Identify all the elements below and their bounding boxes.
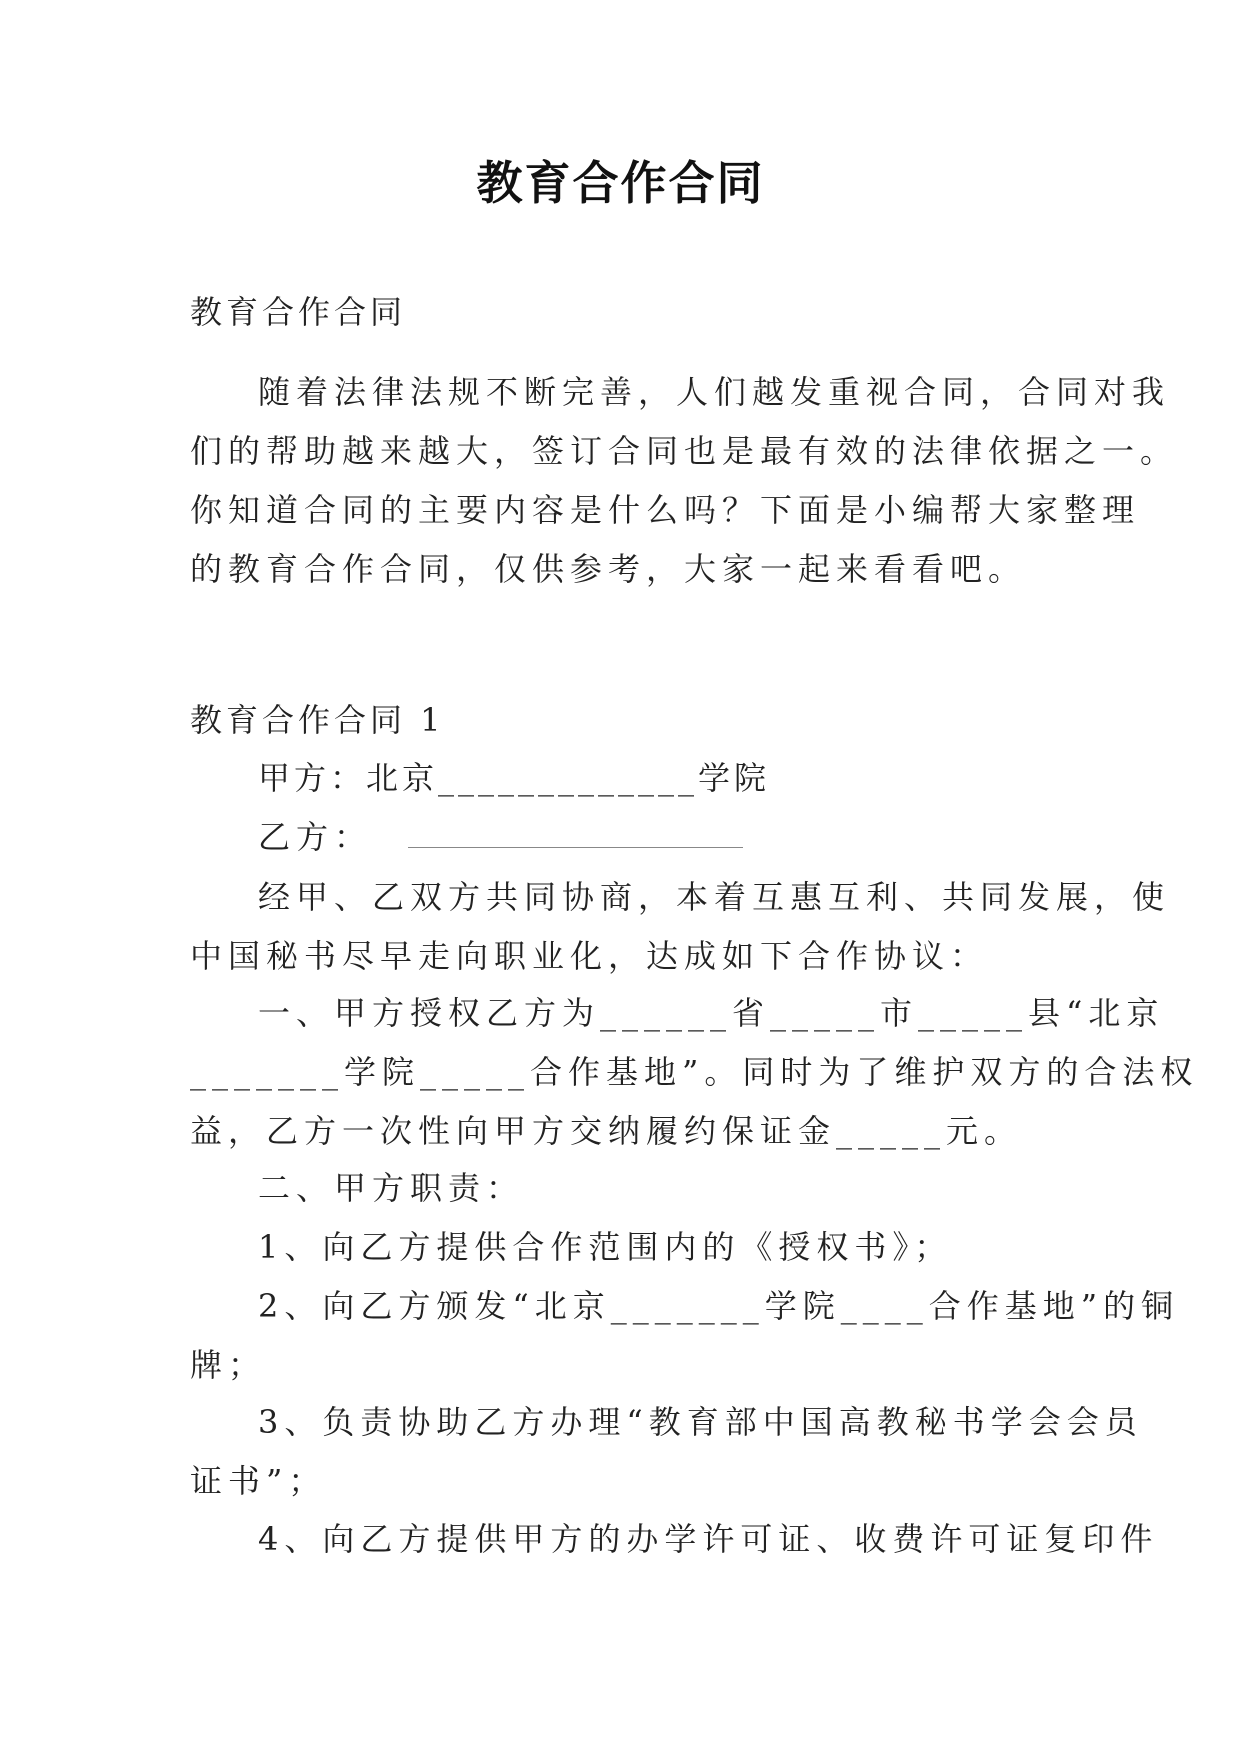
section-heading: 教育合作合同 1 (190, 701, 445, 739)
clause-1-line: _______学院_____合作基地”。同时为了维护双方的合法权 (190, 1053, 1199, 1091)
item-2-block (190, 1277, 1180, 1395)
clause-1-line: 一、甲方授权乙方为______省_____市_____县“北京 (258, 994, 1165, 1032)
agreement-line: 经甲、乙双方共同协商，本着互惠互利、共同发展，使 (258, 878, 1171, 916)
intro-line: 的教育合作合同，仅供参考，大家一起来看看吧。 (190, 550, 1027, 588)
party-b-label: 乙方： (258, 818, 373, 856)
agreement-line: 中国秘书尽早走向职业化，达成如下合作协议： (190, 937, 989, 975)
clause-2-heading-block (190, 1159, 1070, 1218)
intro-line: 们的帮助越来越大，签订合同也是最有效的法律依据之一。 (190, 432, 1179, 470)
agreement-paragraph (190, 868, 1171, 986)
item-4: 4、向乙方提供甲方的办学许可证、收费许可证复印件 (258, 1520, 1159, 1558)
item-3-block (190, 1393, 1143, 1511)
item-3-line: 证书”； (190, 1462, 327, 1500)
item-4-block (190, 1510, 1159, 1569)
party-a-line: 甲方：北京_____________学院 (258, 759, 771, 797)
intro-line: 你知道合同的主要内容是什么吗？下面是小编帮大家整理 (190, 491, 1141, 529)
item-2-line: 牌； (190, 1346, 267, 1384)
document-subtitle: 教育合作合同 (190, 293, 407, 331)
item-2-line: 2、向乙方颁发“北京_______学院____合作基地”的铜 (258, 1287, 1180, 1325)
item-1: 1、向乙方提供合作范围内的《授权书》； (258, 1228, 953, 1266)
intro-line: 随着法律法规不断完善，人们越发重视合同，合同对我 (258, 373, 1171, 411)
party-b-blank (408, 817, 743, 848)
party-b-line (258, 815, 743, 859)
intro-paragraph (190, 363, 1179, 599)
clause-1-line: 益，乙方一次性向甲方交纳履约保证金_____元。 (190, 1112, 1023, 1150)
document-title: 教育合作合同 (476, 156, 765, 210)
clause-1 (190, 984, 1199, 1161)
item-3-line: 3、负责协助乙方办理“教育部中国高教秘书学会会员 (258, 1403, 1143, 1441)
item-1-block (190, 1218, 1070, 1277)
clause-2-heading: 二、甲方职责： (258, 1169, 525, 1207)
